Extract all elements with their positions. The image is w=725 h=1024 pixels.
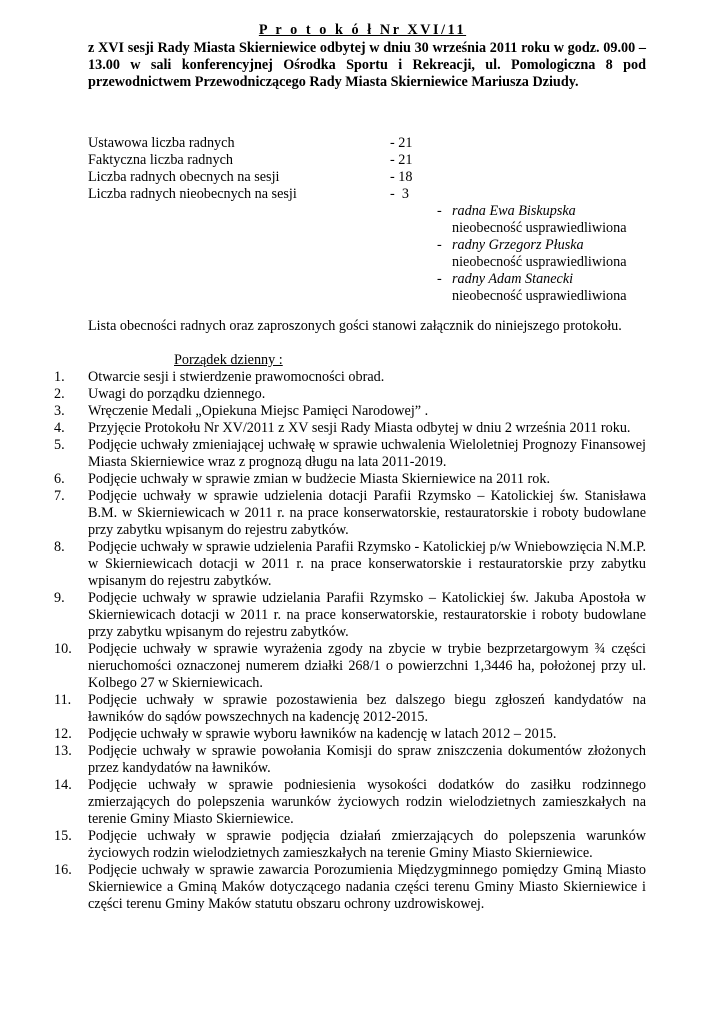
stat-label: Liczba radnych obecnych na sesji	[88, 169, 280, 185]
agenda-item	[54, 539, 646, 590]
absent-name	[437, 237, 667, 254]
attendance-note: Lista obecności radnych oraz zaproszonych gości stanowi załącznik do niniejszego protokołu.	[88, 318, 622, 334]
agenda-number: 1.	[54, 369, 65, 385]
agenda-number: 15.	[54, 828, 72, 844]
agenda-text: Wręczenie Medali „Opiekuna Miejsc Pamięci Narodowej” .	[88, 403, 429, 419]
agenda-text: Podjęcie uchwały w sprawie wyboru ławników na kadencję w latach 2012 – 2015.	[88, 726, 557, 742]
agenda-text: Podjęcie uchwały zmieniającej uchwałę w sprawie uchwalenia Wieloletniej Prognozy Finansowej Miasta Skierniewice wraz z prognozą długu na lata 2011-2019.	[88, 437, 646, 470]
agenda-text: Podjęcie uchwały w sprawie zawarcia Porozumienia Międzygminnego pomiędzy Gminą Miasto Skierniewice a Gminą Maków dotyczącego nadania części terenu Gminy Miasto Skierniewice i części terenu Gminy Maków statutu obszaru ochrony uzdrowiskowej.	[88, 862, 646, 912]
agenda-item	[54, 403, 646, 420]
agenda-text: Podjęcie uchwały w sprawie udzielania Parafii Rzymsko – Katolickiej św. Jakuba Apostoła w Skierniewicach dotacji w 2011 r. na prace konserwatorskie, restauratorskie i roboty budowlane przy zabytku wpisanym do rejestru zabytków.	[88, 590, 646, 640]
stat-row	[88, 135, 648, 152]
agenda-text: Uwagi do porządku dziennego.	[88, 386, 266, 402]
agenda-item	[54, 590, 646, 641]
agenda-text: Otwarcie sesji i stwierdzenie prawomocności obrad.	[88, 369, 385, 385]
agenda-text: Podjęcie uchwały w sprawie wyrażenia zgody na zbycie w trybie bezprzetargowym ¾ części nieruchomości oznaczonej numerem działki 268/1 o powierzchni 1,3446 ha, położonej przy ul. Kolbego 27 w Skierniewicach.	[88, 641, 646, 691]
agenda-text: Podjęcie uchwały w sprawie powołania Komisji do spraw zniszczenia dokumentów złożonych przez kandydatów na ławników.	[88, 743, 646, 776]
agenda-text: Podjęcie uchwały w sprawie podjęcia działań zmierzających do polepszenia warunków życiowych rodzin wielodzietnych zamieszkałych na terenie Gminy Miasto Skierniewice.	[88, 828, 646, 861]
stat-row	[88, 186, 648, 203]
agenda-number: 2.	[54, 386, 65, 402]
list-dash: -	[437, 203, 442, 219]
agenda-text: Podjęcie uchwały w sprawie zmian w budżecie Miasta Skierniewice na 2011 rok.	[88, 471, 550, 487]
agenda-heading: Porządek dzienny :	[174, 352, 283, 368]
agenda-item	[54, 471, 646, 488]
agenda-number: 4.	[54, 420, 65, 436]
agenda-number: 3.	[54, 403, 65, 419]
agenda-item	[54, 862, 646, 913]
agenda-text: Podjęcie uchwały w sprawie udzielenia Parafii Rzymsko - Katolickiej p/w Wniebowzięcia N.M.P. w Skierniewicach dotacji w 2011 r. na prace konserwatorskie i restauratorskie przy zabytku wpisanym do rejestru zabytków.	[88, 539, 646, 589]
agenda-number: 10.	[54, 641, 72, 657]
agenda-item	[54, 641, 646, 692]
list-dash: -	[437, 271, 442, 287]
stat-label: Liczba radnych nieobecnych na sesji	[88, 186, 297, 202]
document-title: P r o t o k ó ł Nr XVI/11	[258, 22, 467, 38]
absence-reason: nieobecność usprawiedliwiona	[452, 288, 627, 304]
stat-value: - 21	[390, 152, 413, 168]
agenda-item	[54, 369, 646, 386]
stat-label: Ustawowa liczba radnych	[88, 135, 235, 151]
agenda-item	[54, 488, 646, 539]
stat-value: - 18	[390, 169, 413, 185]
absence-reason: nieobecność usprawiedliwiona	[452, 220, 627, 236]
agenda-item	[54, 828, 646, 862]
absent-name	[437, 203, 667, 220]
agenda-text: Podjęcie uchwały w sprawie pozostawienia bez dalszego biegu zgłoszeń kandydatów na ławników do sądów powszechnych na kadencję 2012-2015.	[88, 692, 646, 725]
agenda-number: 8.	[54, 539, 65, 555]
stat-value: - 3	[390, 186, 409, 202]
absent-name-text: radny Adam Stanecki	[452, 271, 574, 287]
absent-councillors	[437, 203, 667, 305]
agenda-number: 16.	[54, 862, 72, 878]
agenda-item	[54, 692, 646, 726]
list-dash: -	[437, 237, 442, 253]
absence-reason: nieobecność usprawiedliwiona	[452, 254, 627, 270]
agenda-item	[54, 420, 646, 437]
agenda-number: 7.	[54, 488, 65, 504]
agenda-item	[54, 437, 646, 471]
agenda-list	[54, 369, 646, 913]
agenda-number: 13.	[54, 743, 72, 759]
councillor-stats	[88, 135, 648, 203]
agenda-item	[54, 743, 646, 777]
agenda-item	[54, 777, 646, 828]
agenda-text: Podjęcie uchwały w sprawie podniesienia wysokości dodatków do zasiłku rodzinnego zmierzających do polepszenia warunków życiowych rodzin wielodzietnych zamieszkałych na terenie Gminy Miasto Skierniewice.	[88, 777, 646, 827]
absent-name-text: radna Ewa Biskupska	[452, 203, 576, 219]
agenda-number: 5.	[54, 437, 65, 453]
absent-name	[437, 271, 667, 288]
agenda-item	[54, 726, 646, 743]
stat-value: - 21	[390, 135, 413, 151]
stat-label: Faktyczna liczba radnych	[88, 152, 233, 168]
stat-row	[88, 169, 648, 186]
session-intro: z XVI sesji Rady Miasta Skierniewice odbytej w dniu 30 września 2011 roku w godz. 09.00 – 13.00 w sali konferencyjnej Ośrodka Sportu i Rekreacji, ul. Pomologiczna 8 pod przewodnictwem Przewodniczącego Rady Miasta Skierniewice Mariusza Dziudy.	[88, 40, 646, 90]
agenda-number: 9.	[54, 590, 65, 606]
agenda-number: 6.	[54, 471, 65, 487]
agenda-item	[54, 386, 646, 403]
stat-row	[88, 152, 648, 169]
absent-name-text: radny Grzegorz Płuska	[452, 237, 584, 253]
agenda-number: 14.	[54, 777, 72, 793]
agenda-number: 11.	[54, 692, 72, 708]
agenda-text: Przyjęcie Protokołu Nr XV/2011 z XV sesji Rady Miasta odbytej w dniu 2 września 2011 roku.	[88, 420, 631, 436]
agenda-text: Podjęcie uchwały w sprawie udzielenia dotacji Parafii Rzymsko – Katolickiej św. Stanisława B.M. w Skierniewicach w 2011 r. na prace konserwatorskie, restauratorskie i roboty budowlane przy zabytku wpisanym do rejestru zabytków.	[88, 488, 646, 538]
agenda-number: 12.	[54, 726, 72, 742]
